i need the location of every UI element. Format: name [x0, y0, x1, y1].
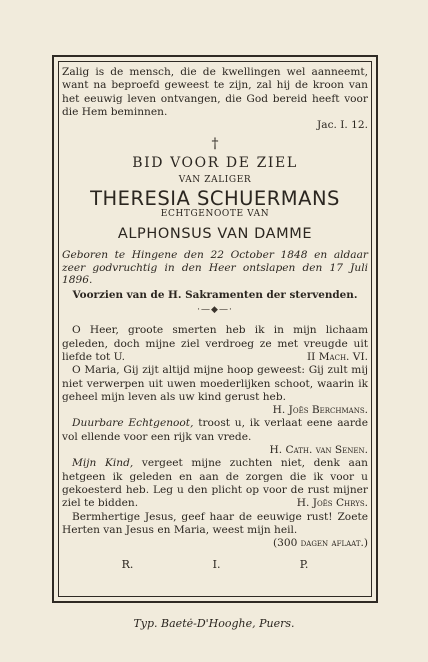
sacraments-line: Voorzien van de H. Sakramenten der stervenden.	[72, 288, 358, 301]
prayer-text: O Heer, groote smerten heb ik in mijn lichaam geleden, doch mijne ziel verdroeg ze met vreugde uit liefde tot U.	[62, 324, 368, 363]
rip-i: I.	[212, 558, 221, 572]
rip-r: R.	[121, 558, 134, 572]
prayer-2	[62, 364, 368, 417]
cross-icon: †	[211, 136, 219, 153]
prayer-text: Bermhertige Jesus, geef haar de eeuwige rust! Zoete Herten van Jesus en Maria, weest mijn heil.	[62, 510, 368, 536]
bible-quote: Zalig is de mensch, die de kwellingen wel aanneemt, want na beproefd geweest te zijn, zal hij de kroon van het eeuwig leven ontvangen, die God bereid heeft voor die Hem beminnen.	[62, 66, 368, 118]
birth-death-text: Geboren te Hingene den 22 October 1848 en aldaar zeer godvruchtig in den Heer ontslapen den 17 Juli 1896.	[62, 248, 368, 287]
indulgence-note: (300 dagen aflaat.)	[272, 537, 368, 550]
prayer-block	[62, 324, 368, 550]
echtgenoote-label: ECHTGENOOTE VAN	[160, 209, 270, 220]
rip-line	[62, 558, 368, 571]
prayer-lead: Mijn Kind,	[72, 457, 134, 470]
card-content	[62, 60, 368, 572]
ornament-divider: ·—◆—·	[197, 305, 233, 316]
bible-quote-reference: Jac. I. 12.	[317, 119, 368, 132]
prayer-attribution: H. Joës Chrys.	[296, 497, 368, 510]
prayer-attribution: II Mach. VI.	[306, 350, 368, 363]
rip-p: P.	[299, 558, 309, 572]
deceased-name: THERESIA SCHUERMANS	[90, 187, 340, 211]
prayer-3	[62, 417, 368, 457]
prayer-4	[62, 457, 368, 510]
prayer-text: O Maria, Gij zijt altijd mijne hoop geweest: Gij zult mij niet verwerpen uit uwen moederlijken schoot, waarin ik geheel mijn leven als uw kind gerust heb.	[62, 364, 368, 403]
prayer-lead: Duurbare Echtgenoot,	[72, 417, 194, 430]
van-zaliger-label: VAN ZALIGER	[178, 174, 252, 185]
heading-bid: BID VOOR DE ZIEL	[132, 155, 298, 172]
spouse-name: ALPHONSUS VAN DAMME	[117, 225, 313, 242]
prayer-5	[62, 510, 368, 550]
prayer-text: troost u, ik verlaat eene aarde vol ellende voor een rijk van vrede.	[62, 417, 368, 443]
prayer-1	[62, 324, 368, 364]
prayer-attribution: H. Joës Berchmans.	[272, 404, 368, 417]
prayer-text: vergeet mijne zuchten niet, denk aan hetgeen ik geleden en aan de zorgen die ik voor u gekoesterd heb. Leg u den plicht op voor de rust mijner ziel te bidden.	[62, 457, 368, 510]
prayer-attribution: H. Cath. van Senen.	[269, 444, 368, 457]
printer-credit: Typ. Baetė-D'Hooghe, Puers.	[133, 617, 295, 630]
